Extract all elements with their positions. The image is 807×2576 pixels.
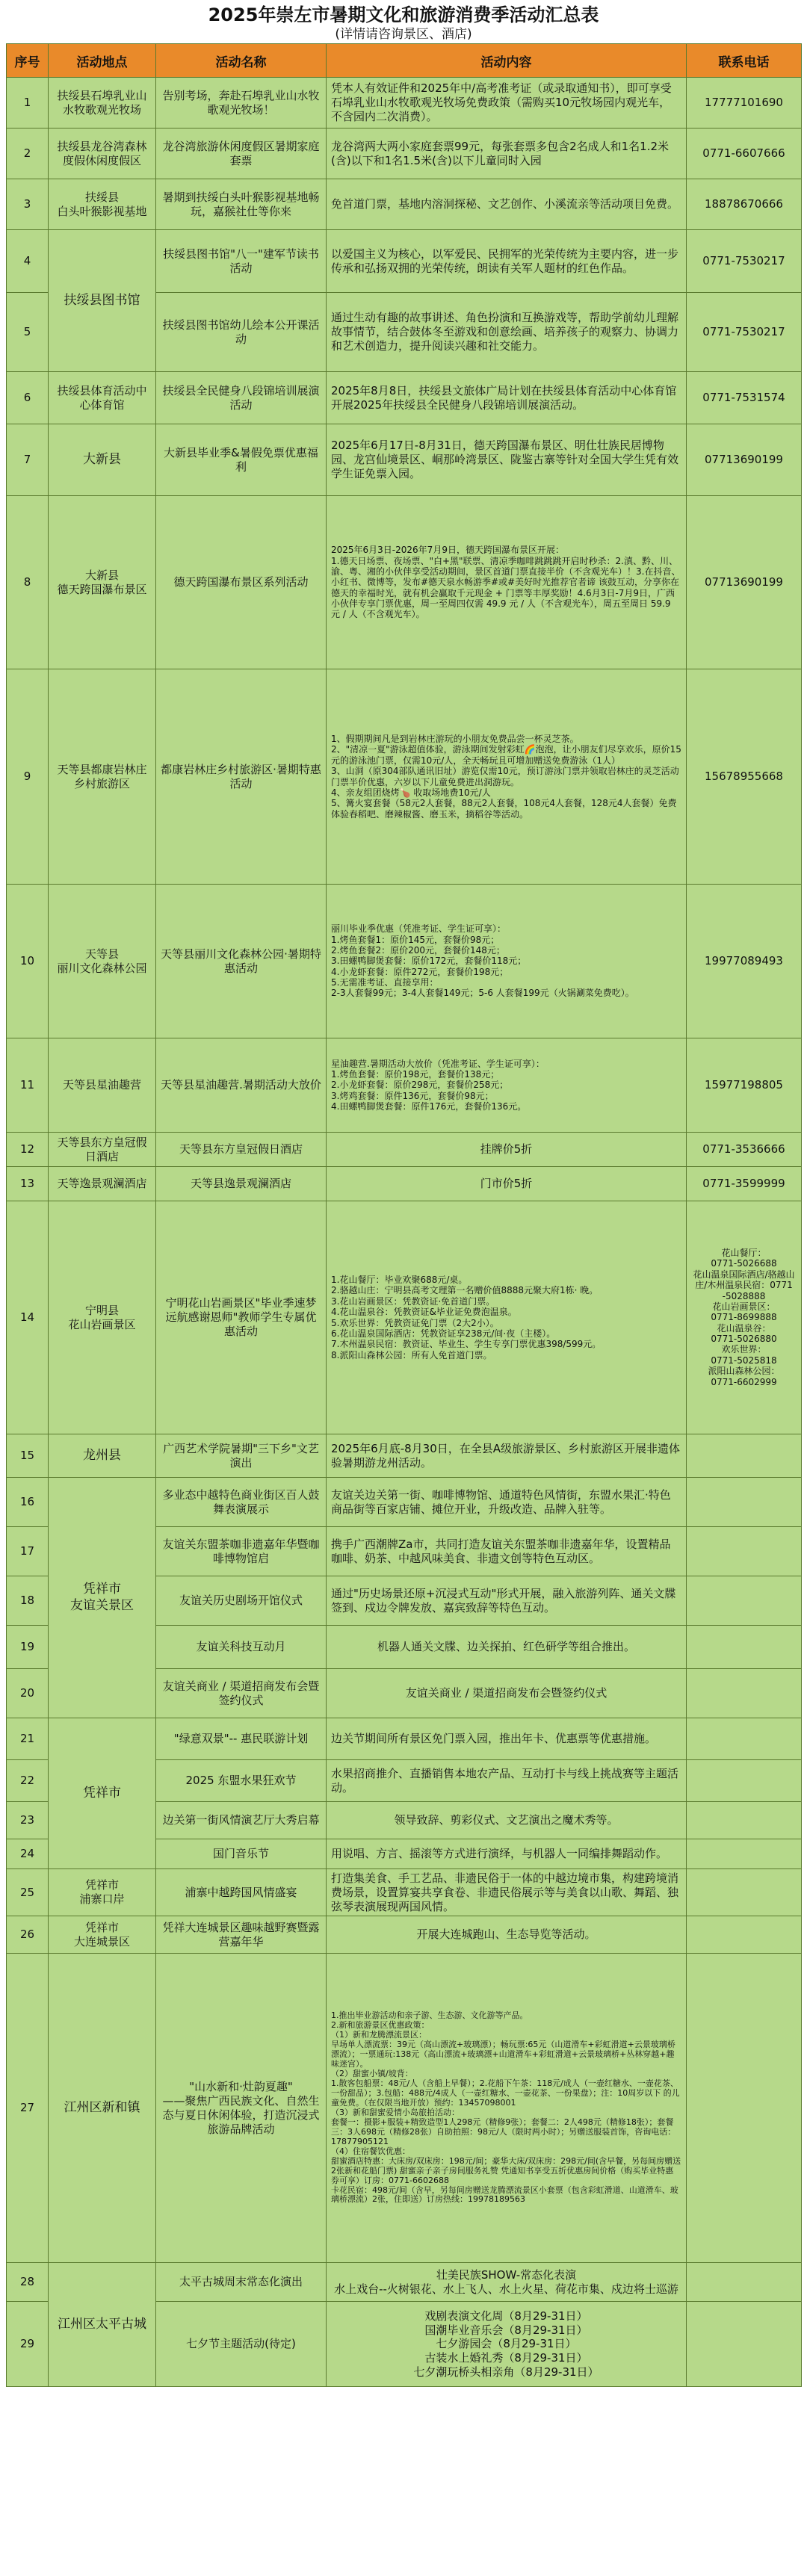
row-activity-content: 友谊关商业 / 渠道招商发布会暨签约仪式 [327,1669,687,1718]
table-row [7,1133,802,1167]
row-phone [687,2302,802,2387]
header-activity-content: 活动内容 [327,44,687,78]
row-activity-name: 天等县丽川文化森林公园·暑期特惠活动 [156,885,327,1038]
row-location: 扶绥县石埠乳业山水牧歌观光牧场 [49,78,156,129]
row-phone: 18878670666 [687,179,802,230]
row-location: 宁明县 花山岩画景区 [49,1201,156,1434]
table-row [7,1954,802,2263]
row-phone: 07713690199 [687,496,802,669]
row-activity-content: 1.推出毕业游活动和亲子游、生态游、文化游等产品。 2.新和旅游景区优惠政策： （1）新和龙腾漂流景区： 旱场单人漂流票：39元（高山漂流+玻璃漂）；畅玩票:65元（山道滑车+彩虹滑道+云景玻璃桥漂流）；一票通玩:138元（高山漂流+玻璃漂+山道滑车+彩虹滑道+云景玻璃桥+丛林穿越+趣味迷宫）。 （2）甜蜜小镇/坡背： 1.散客包船票：48元/人（含船上早餐）；2.花船下午茶：118元/成人（一壶红糖水、一壶花茶、一份甜品）；3.包船：488元/4成人（一壶红糖水、一壶花茶、一份果盘）；注：10周岁以下 的儿童免费。（在仅限当地开放）预约：13457098001 （3）新和甜蜜爱情小岛旅拍活动： 套餐一：摄影+服装+精致造型1人298元（精修9张）；套餐二：2人498元（精修18张）；套餐三：3人698元（精修28张）自助拍照：98元/人（限时两小时）；另赠送服装首饰，咨询电话：17877905121 （4）住宿餐饮优惠： 甜蜜酒店特惠：大床房/双床房：198元/间；豪华大床/双床房：298元/间(含早餐，另每间房赠送2张新和花船门票) 甜蜜亲子亲子房间服务礼赞 凭通知书享受五折优惠房间价格（购买毕业特惠券可享）订房：0771-6602688 卡花民宿：498元/间（含早，另每间房赠送龙腾漂流景区小套票（包含彩虹滑道、山道滑车、玻璃桥漂流）2张，住即送）订房热线：19978189563 [327,1954,687,2263]
row-activity-content: 2025年6月底-8月30日，在全县A级旅游景区、乡村旅游区开展非遗体验暑期游龙州活动。 [327,1434,687,1478]
row-phone: 15977198805 [687,1038,802,1133]
row-activity-name: 扶绥县全民健身八段锦培训展演活动 [156,372,327,424]
table-row [7,1167,802,1201]
row-activity-content: 领导致辞、剪彩仪式、文艺演出之魔术秀等。 [327,1802,687,1839]
row-activity-name: "山水新和·灶韵夏趣" ——聚焦广西民族文化、自然生态与夏日休闲体验，打造沉浸式旅游品牌活动 [156,1954,327,2263]
row-activity-name: 2025 东盟水果狂欢节 [156,1760,327,1802]
row-phone [687,1434,802,1478]
row-no: 2 [7,129,49,179]
header-activity-name: 活动名称 [156,44,327,78]
title-block [6,0,801,43]
row-no: 12 [7,1133,49,1167]
row-phone [687,1839,802,1869]
row-activity-content: 开展大连城跑山、生态导览等活动。 [327,1916,687,1954]
page-subtitle: (详情请咨询景区、酒店) [335,27,472,42]
row-activity-name: 广西艺术学院暑期"三下乡"文艺演出 [156,1434,327,1478]
row-activity-content: 壮美民族SHOW-常态化表演 水上戏台--火树银花、水上飞人、水上火星、荷花市集、戍边将士巡游 [327,2263,687,2302]
row-phone: 19977089493 [687,885,802,1038]
table-row [7,424,802,496]
row-phone [687,1626,802,1669]
table-row [7,78,802,129]
row-activity-name: 德天跨国瀑布景区系列活动 [156,496,327,669]
row-no: 16 [7,1478,49,1527]
row-phone: 0771-3599999 [687,1167,802,1201]
row-no: 4 [7,230,49,293]
row-activity-content: 用说唱、方言、摇滚等方式进行演绎，与机器人一同编排舞蹈动作。 [327,1839,687,1869]
table-header-row [7,44,802,78]
row-no: 24 [7,1839,49,1869]
row-phone: 17777101690 [687,78,802,129]
row-location: 大新县 [49,424,156,496]
row-activity-content: 友谊关边关第一街、咖啡博物馆、通道特色风情街，东盟水果汇·特色商品街等百家店铺、摊位开业，升级改造、品牌入驻等。 [327,1478,687,1527]
row-location: 凭祥市 浦寨口岸 [49,1869,156,1916]
row-activity-content: 星油趣营.暑期活动大放价（凭准考证、学生证可享）： 1.烤鱼套餐：原价198元，套餐价138元； 2.小龙虾套餐：原价298元，套餐价258元； 3.烤鸡套餐：原件136元，套餐价98元； 4.田螺鸭脚煲套餐：原件176元，套餐价136元。 [327,1038,687,1133]
row-location: 天等县 丽川文化森林公园 [49,885,156,1038]
row-phone: 15678955668 [687,669,802,885]
row-activity-content: 免首道门票，基地内溶洞探秘、文艺创作、小溪流亲等活动项目免费。 [327,179,687,230]
row-location: 天等县都康岩林庄乡村旅游区 [49,669,156,885]
row-activity-name: 龙谷湾旅游休闲度假区暑期家庭套票 [156,129,327,179]
row-phone [687,1669,802,1718]
row-location: 凭祥市 [49,1718,156,1869]
row-activity-name: 大新县毕业季&暑假免票优惠福利 [156,424,327,496]
row-phone: 0771-6607666 [687,129,802,179]
row-activity-name: 宁明花山岩画景区"毕业季速梦远航感谢恩师"教师学生专属优惠活动 [156,1201,327,1434]
row-no: 9 [7,669,49,885]
activity-table [6,43,802,2387]
row-activity-name: 天等县星油趣营.暑期活动大放价 [156,1038,327,1133]
row-activity-content: 龙谷湾两大两小家庭套票99元，每张套票多包含2名成人和1名1.2米(含)以下和1名1.5米(含)以下儿童同时入园 [327,129,687,179]
table-row [7,1434,802,1478]
row-activity-name: 边关第一街风情演艺厅大秀启幕 [156,1802,327,1839]
row-activity-name: 七夕节主题活动(待定) [156,2302,327,2387]
row-activity-name: 都康岩林庄乡村旅游区·暑期特惠活动 [156,669,327,885]
row-activity-content: 携手广西潮牌Za市，共同打造友谊关东盟茶咖非遗嘉年华，设置精品咖啡、奶茶、中越风味美食、非遗文创等特色互动区。 [327,1527,687,1576]
row-location: 天等县东方皇冠假日酒店 [49,1133,156,1167]
row-activity-name: 浦寨中越跨国风情盛宴 [156,1869,327,1916]
row-location: 凭祥市 大连城景区 [49,1916,156,1954]
row-activity-content: 边关节期间所有景区免门票入园，推出年卡、优惠票等优惠措施。 [327,1718,687,1760]
row-activity-content: 机器人通关文牒、边关探拍、红色研学等组合推出。 [327,1626,687,1669]
row-no: 23 [7,1802,49,1839]
row-activity-content: 打造集美食、手工艺品、非遗民俗于一体的中越边境市集，构建跨境消费场景，设置算宴共享食卷、非遗民俗展示等与美食以山歌、舞蹈、独弦琴表演展现两国风情。 [327,1869,687,1916]
table-row [7,2263,802,2302]
row-activity-name: 凭祥大连城景区趣味越野赛暨露营嘉年华 [156,1916,327,1954]
row-activity-content: 2025年6月3日-2026年7月9日，德天跨国瀑布景区开展： 1.德天日场票、夜场票、"白+黑"联票、清凉季咖啡跳跳跳开启时秒杀：2.滇、黔、川、渝、粤、湘的小伙伴享受活动期间，景区首道门票直接半价（不含观光车）！3.在抖音、小红书、微博等，发布#德天泉水畅游季#或#美好时光推荐官者谛 该鼓互动，分享你在德天的幸福时光，就有机会赢取千元现金 + 门票等丰厚奖励！4.6月3日-7月9日，广西小伙伴专享门票优惠，周一至周四仅需 49.9 元 / 人（不含观光车），周五至周日 59.9 元 / 人（不含观光车）。 [327,496,687,669]
row-activity-content: 以爱国主义为核心，以军爱民、民拥军的光荣传统为主要内容，进一步传承和弘扬双拥的光荣传统，朗读有关军人题材的红色作品。 [327,230,687,293]
row-no: 18 [7,1576,49,1626]
row-no: 22 [7,1760,49,1802]
row-phone [687,1527,802,1576]
row-activity-content: 水果招商推介、直播销售本地农产品、互动打卡与线上挑战赛等主题活动。 [327,1760,687,1802]
row-activity-content: 凭本人有效证件和2025年中/高考准考证（或录取通知书），即可享受石埠乳业山水牧歌观光牧场免费政策（需购买10元牧场园内观光车，不含园内二次消费）。 [327,78,687,129]
table-row [7,129,802,179]
row-phone: 0771-3536666 [687,1133,802,1167]
row-activity-name: 友谊关历史剧场开馆仪式 [156,1576,327,1626]
row-phone [687,1802,802,1839]
row-activity-name: 友谊关科技互动月 [156,1626,327,1669]
row-activity-content: 戏剧表演文化周（8月29-31日） 国潮毕业音乐会（8月29-31日） 七夕游园会（8月29-31日） 古装水上婚礼秀（8月29-31日） 七夕潮玩桥头相亲角（8月29-31日） [327,2302,687,2387]
row-activity-name: 国门音乐节 [156,1839,327,1869]
row-activity-content: 丽川毕业季优惠（凭准考证、学生证可享）： 1.烤鱼套餐1：原价145元，套餐价98元； 2.烤鱼套餐2：原价200元，套餐价148元； 3.田螺鸭脚煲套餐：原价172元，套餐价118元； 4.小龙虾套餐：原件272元，套餐价198元； 5.无需准考证、直接享用： 2-3人套餐99元；3-4人套餐149元；5-6 人套餐199元（火锅涮菜免费吃）。 [327,885,687,1038]
table-row [7,669,802,885]
row-activity-content: 通过"历史场景还原+沉浸式互动"形式开展，融入旅游列阵、通关文牒签到、戍边令牌发放、嘉宾致辞等特色互动。 [327,1576,687,1626]
row-no: 29 [7,2302,49,2387]
row-activity-name: 扶绥县图书馆幼儿绘本公开课活动 [156,293,327,372]
row-activity-name: "绿意双景"-- 惠民联游计划 [156,1718,327,1760]
table-row [7,372,802,424]
row-activity-content: 1、假期期间凡是到岩林庄游玩的小朋友免费品尝一杯灵芝茶。 2、"清凉一夏"游泳超值体验，游泳期间发射彩虹🌈泡泡，让小朋友们尽享欢乐，原价15元的游泳池门票，仅需10元/人，全天畅玩且可增加赠送免费游泳（1人） 3、山洞（原304部队通讯旧址）游览仅需10元，预订游泳门票并领取岩林庄的灵芝活动门票半价优惠，六岁以下儿童免费进出洞游玩。 4、亲友组团烧烤🍗 收取场地费10元/人 5、篝火宴套餐（58元2人套餐，88元2人套餐，108元4人套餐，128元4人套餐）免费体验春稻吧、磨辣椒酱、磨玉米，摘稻谷等活动。 [327,669,687,885]
row-location: 扶绥县 白头叶猴影视基地 [49,179,156,230]
table-row [7,1201,802,1434]
row-location: 天等县星油趣营 [49,1038,156,1133]
row-no: 15 [7,1434,49,1478]
row-activity-name: 友谊关东盟茶咖非遗嘉年华暨咖啡博物馆启 [156,1527,327,1576]
row-location: 扶绥县体育活动中心体育馆 [49,372,156,424]
row-activity-name: 暑期到扶绥白头叶猴影视基地畅玩，嘉猴社仕等你来 [156,179,327,230]
row-no: 14 [7,1201,49,1434]
row-location: 凭祥市 友谊关景区 [49,1478,156,1718]
row-phone [687,1478,802,1527]
row-phone [687,1869,802,1916]
header-location: 活动地点 [49,44,156,78]
row-phone: 07713690199 [687,424,802,496]
row-no: 17 [7,1527,49,1576]
row-activity-name: 告别考场，奔赴石埠乳业山水牧歌观光牧场！ [156,78,327,129]
row-activity-content: 2025年6月17日-8月31日，德天跨国瀑布景区、明仕壮族民居博物园、龙宫仙境景区、峒那岭湾景区、陇鉴古寨等针对全国大学生凭有效学生证免票入园。 [327,424,687,496]
table-row [7,1718,802,1760]
row-no: 5 [7,293,49,372]
row-phone: 0771-7531574 [687,372,802,424]
row-location: 龙州县 [49,1434,156,1478]
row-no: 10 [7,885,49,1038]
row-no: 8 [7,496,49,669]
row-phone: 0771-7530217 [687,293,802,372]
header-no: 序号 [7,44,49,78]
row-location: 江州区新和镇 [49,1954,156,2263]
row-no: 13 [7,1167,49,1201]
row-phone [687,1760,802,1802]
row-activity-name: 天等县逸景观澜酒店 [156,1167,327,1201]
table-row [7,1869,802,1916]
row-no: 1 [7,78,49,129]
row-no: 26 [7,1916,49,1954]
table-row [7,230,802,293]
table-row [7,1038,802,1133]
row-no: 19 [7,1626,49,1669]
row-activity-content: 挂牌价5折 [327,1133,687,1167]
row-no: 20 [7,1669,49,1718]
row-no: 7 [7,424,49,496]
row-activity-content: 1.花山餐厅：毕业欢聚688元/桌。 2.骆越山庄：宁明县高考文理第一名赠价值8888元聚大府1栋· 晚。 3.花山岩画景区：凭教资证·免首道门票。 4.花山温泉谷：凭教资证&毕业证免费泡温泉。 5.欢乐世界：凭教资证免门票（2大2小）。 6.花山温泉国际酒店：凭教资证享238元/间·夜（主楼）。 7.木州温泉民宿：教资证、毕业生、学生专享门票优惠398/599元。 8.派阳山森林公园：所有人免首道门票。 [327,1201,687,1434]
row-activity-content: 通过生动有趣的故事讲述、角色扮演和互换游戏等，帮助学前幼儿理解故事情节，结合鼓体冬至游戏和创意绘画、培养孩子的观察力、协调力和艺术创造力，提升阅读兴趣和社交能力。 [327,293,687,372]
page-title: 2025年崇左市暑期文化和旅游消费季活动汇总表 [208,4,599,25]
row-no: 28 [7,2263,49,2302]
row-no: 11 [7,1038,49,1133]
row-phone [687,1916,802,1954]
row-no: 25 [7,1869,49,1916]
row-activity-name: 多业态中越特色商业街区百人鼓舞表演展示 [156,1478,327,1527]
row-location: 大新县 德天跨国瀑布景区 [49,496,156,669]
row-phone [687,1954,802,2263]
table-row [7,496,802,669]
row-activity-name: 扶绥县图书馆"八一"建军节读书活动 [156,230,327,293]
table-row [7,885,802,1038]
row-activity-content: 门市价5折 [327,1167,687,1201]
row-location: 扶绥县图书馆 [49,230,156,372]
header-phone: 联系电话 [687,44,802,78]
row-phone [687,1576,802,1626]
row-location: 扶绥县龙谷湾森林度假休闲度假区 [49,129,156,179]
row-activity-name: 友谊关商业 / 渠道招商发布会暨签约仪式 [156,1669,327,1718]
row-location: 天等逸景观澜酒店 [49,1167,156,1201]
summary-sheet [6,0,801,2387]
row-no: 21 [7,1718,49,1760]
row-location: 江州区太平古城 [49,2263,156,2387]
row-no: 3 [7,179,49,230]
table-row [7,1478,802,1527]
row-activity-content: 2025年8月8日，扶绥县文旅体广局计划在扶绥县体育活动中心体育馆开展2025年扶绥县全民健身八段锦培训展演活动。 [327,372,687,424]
row-no: 6 [7,372,49,424]
table-row [7,179,802,230]
row-phone: 花山餐厅： 0771-5026688 花山温泉国际酒店/骆越山庄/木州温泉民宿：0771 -5028888 花山岩画景区： 0771-8699888 花山温泉谷： 0771-5026880 欢乐世界： 0771-5025818 派阳山森林公园： 0771-6602999 [687,1201,802,1434]
row-phone [687,1718,802,1760]
table-row [7,1916,802,1954]
row-no: 27 [7,1954,49,2263]
row-phone: 0771-7530217 [687,230,802,293]
row-activity-name: 天等县东方皇冠假日酒店 [156,1133,327,1167]
row-activity-name: 太平古城周末常态化演出 [156,2263,327,2302]
row-phone [687,2263,802,2302]
